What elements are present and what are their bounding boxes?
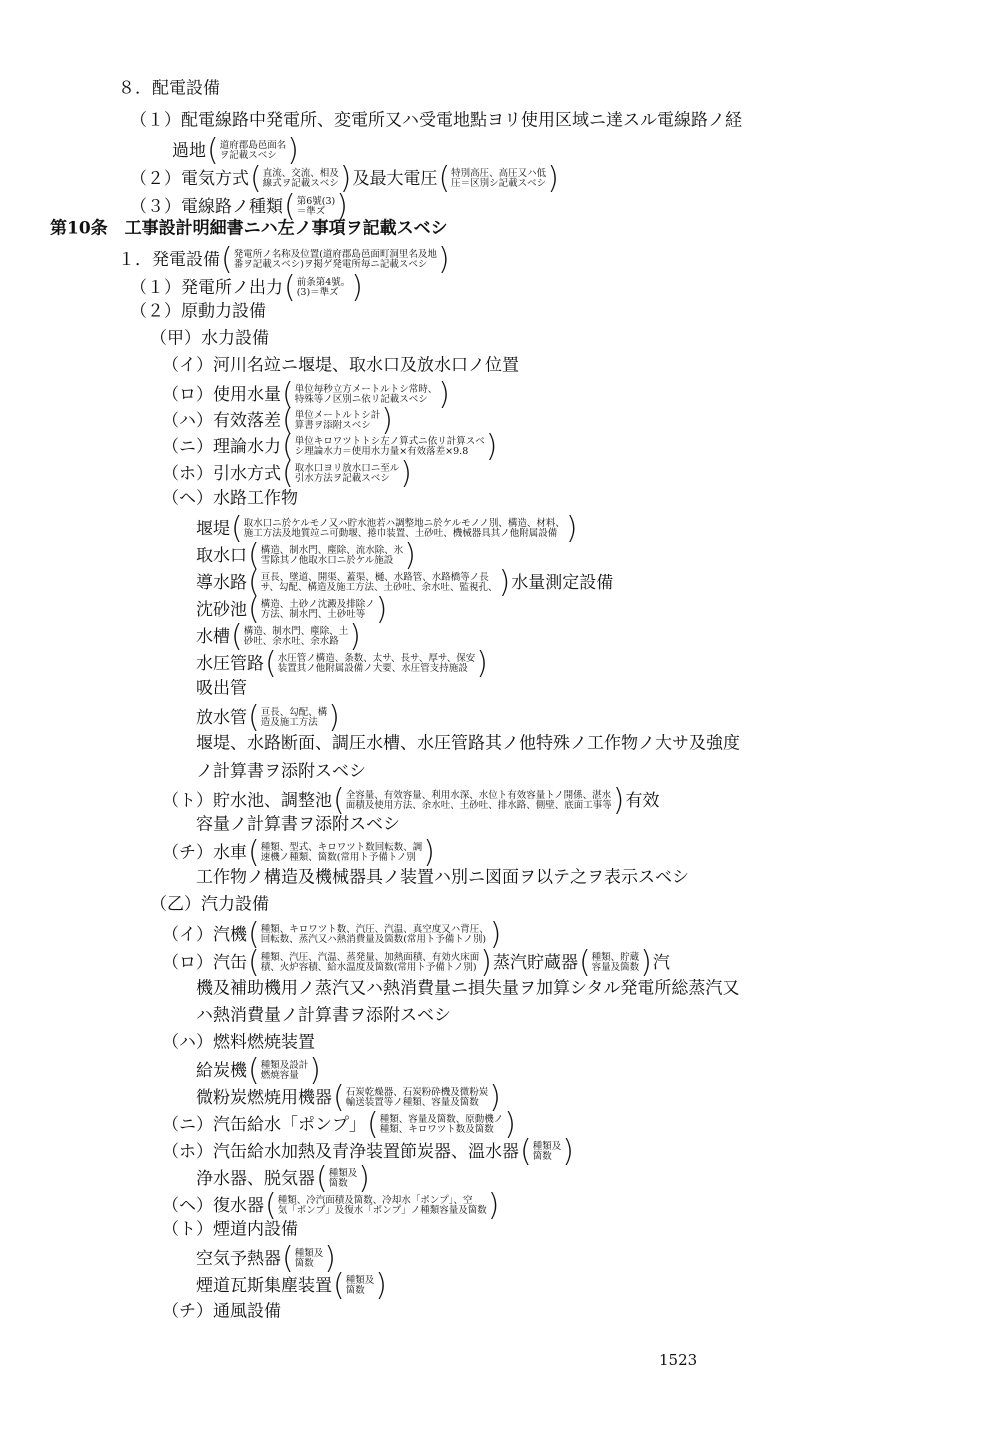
left-paren: ( — [284, 189, 296, 224]
text-line — [196, 1268, 388, 1303]
left-paren: ( — [316, 1161, 328, 1196]
annotation-line: 亘長、勾配、構 — [260, 706, 328, 718]
text-line — [196, 619, 362, 654]
annotation-line: 種類、キロワツト数及箇数 — [379, 1124, 494, 1135]
right-paren: ) — [400, 456, 412, 491]
line-text: 有效 — [625, 791, 660, 811]
annotation-line: 種類、キロワツト数、汽圧、汽温、真空度又ハ背圧、 — [260, 923, 489, 935]
left-paren: ( — [248, 1053, 260, 1088]
annotation-line: 構造、制水門、塵除、流水除、氷 — [260, 544, 404, 556]
annotation-line: サ、勾配、構造及施工方法、土砂吐、余水吐、監視孔、 — [260, 582, 498, 593]
right-paren: ) — [339, 161, 352, 196]
annotation-line: 番ヲ記載スベシ)ヲ掲ゲ発電所毎ニ記載スベシ — [233, 259, 428, 270]
annotation — [282, 456, 412, 491]
annotation-line: 発電所ノ名称及位置(道府郡島邑面町洞里名及地 — [233, 248, 437, 260]
annotation-line: 方法、制水門、土砂吐等 — [260, 609, 366, 620]
line-text: （ホ）引水方式 — [162, 464, 281, 484]
line-text: （イ）汽機 — [162, 925, 247, 945]
text-line — [130, 299, 266, 324]
right-paren: ) — [328, 700, 340, 735]
annotation-line: 種類、型式、キロワツト数回転数、調 — [260, 841, 423, 853]
text-line — [162, 486, 298, 511]
annotation-line: 箇数 — [345, 1285, 365, 1296]
left-paren: ( — [248, 700, 260, 735]
left-paren: ( — [231, 619, 243, 654]
annotation-line: 雪除其ノ他取水口ニ於ケル施設 — [260, 555, 394, 566]
left-paren: ( — [367, 1107, 379, 1142]
right-paren: ) — [489, 1080, 501, 1115]
annotation-line: 種類及 — [328, 1167, 358, 1179]
right-paren: ) — [612, 783, 625, 818]
right-paren: ) — [375, 1268, 387, 1303]
annotation-line: 施工方法及地質竝ニ可動堰、捲巾装置、土砂吐、機械器具其ノ他附属設備 — [243, 528, 558, 539]
annotation — [231, 619, 361, 654]
left-paren: ( — [284, 270, 296, 305]
annotation — [221, 242, 450, 277]
text-line — [196, 646, 489, 681]
annotation-line: 箇数 — [532, 1151, 552, 1162]
line-text: （ハ）燃料燃焼装置 — [162, 1032, 315, 1053]
annotation-line: 速機ノ種類、箇数(常用ト予備トノ別 — [260, 852, 416, 863]
line-text: （ロ）使用水量 — [162, 385, 281, 405]
line-text: 過地 — [172, 141, 206, 161]
line-text: （ハ）有效落差 — [162, 411, 281, 431]
annotation-line: シ理論水力＝使用水力量×有效落差×9.8 — [294, 446, 469, 457]
text-line — [162, 917, 502, 952]
line-text: （イ）河川名竝ニ堰堤、取水口及放水口ノ位置 — [162, 355, 519, 376]
left-paren: ( — [265, 1188, 277, 1223]
annotation-line: 燃焼容量 — [260, 1070, 299, 1081]
text-line — [162, 456, 413, 491]
line-text: （３）電線路ノ種類 — [130, 197, 283, 217]
line-text: （ト）貯水池、調整池 — [162, 791, 332, 811]
line-text: 及最大電圧 — [352, 169, 438, 189]
line-text: 堰堤 — [196, 519, 230, 539]
annotation-line: (3)＝準ズ — [296, 287, 339, 298]
text-line — [196, 976, 739, 1001]
annotation — [248, 538, 416, 573]
annotation-line: 圧＝区別シ記載スベシ — [451, 178, 547, 189]
annotation-line: 箇数 — [294, 1258, 314, 1269]
annotation-line: ヲ記載スベシ — [219, 150, 277, 161]
text-line — [162, 353, 519, 378]
text-line — [50, 216, 448, 241]
line-text: 放水管 — [196, 708, 247, 728]
annotation-line: ＝準ズ — [296, 206, 326, 217]
line-text: 煙道瓦斯集塵装置 — [196, 1276, 332, 1296]
right-paren: ) — [349, 619, 361, 654]
right-paren: ) — [358, 1161, 370, 1196]
left-paren: ( — [438, 161, 451, 196]
text-line — [162, 1107, 517, 1142]
text-line — [130, 108, 742, 133]
right-paren: ) — [547, 161, 559, 196]
annotation — [333, 1080, 501, 1115]
text-line — [118, 76, 220, 101]
left-paren: ( — [248, 538, 260, 573]
annotation-line: 面積及使用方法、余水吐、土砂吐、排水路、側壁、底面工事等 — [345, 800, 612, 811]
text-line — [196, 812, 400, 837]
left-paren: ( — [520, 1134, 532, 1169]
line-text: ノ計算書ヲ添附スベシ — [196, 761, 366, 782]
right-paren: ) — [498, 565, 511, 600]
annotation — [316, 1161, 370, 1196]
line-text: （ヘ）水路工作物 — [162, 488, 298, 509]
left-paren: ( — [231, 511, 243, 546]
line-text: 浄水器、脱気器 — [196, 1169, 315, 1189]
text-line — [196, 1080, 502, 1115]
text-line — [196, 1053, 322, 1088]
annotation-line: 装置其ノ他附属設備ノ大要、水圧管支持施設 — [277, 663, 468, 674]
text-line — [196, 759, 366, 784]
text-line — [196, 1161, 371, 1196]
right-paren: ) — [562, 1134, 574, 1169]
annotation — [248, 592, 388, 627]
line-text: 汽 — [652, 953, 670, 973]
line-text: ハ熱消費量ノ計算書ヲ添附スベシ — [196, 1005, 451, 1026]
annotation-line: 全容量、有效容量、利用水深、水位ト有效容量トノ開係、湛水 — [345, 789, 612, 801]
left-paren: ( — [333, 783, 345, 818]
annotation-line: 砂吐、余水吐、余水路 — [243, 636, 339, 647]
right-paren: ) — [489, 917, 502, 952]
line-text: 微粉炭燃焼用機器 — [196, 1088, 332, 1108]
line-text: （ト）煙道内設備 — [162, 1219, 298, 1240]
text-line — [196, 538, 417, 573]
annotation-line: 石炭乾燥器、石炭粉砕機及微粉炭 — [345, 1086, 489, 1098]
annotation-line: 引水方法ヲ記載スベシ — [294, 473, 390, 484]
right-paren: ) — [640, 945, 652, 980]
line-text: （ヘ）復水器 — [162, 1196, 264, 1216]
line-text: 機及補助機用ノ蒸汽又ハ熱消費量ニ損失量ヲ加算シタル発電所総蒸汽又 — [196, 978, 740, 999]
annotation-line: 亘長、墜道、開渠、蓋渠、樋、水路管、水路橋等ノ長 — [260, 571, 489, 583]
annotation-line: 箇数 — [328, 1178, 348, 1189]
right-paren: ) — [487, 1188, 500, 1223]
text-line — [162, 429, 498, 464]
text-line — [172, 133, 300, 168]
right-paren: ) — [504, 1107, 516, 1142]
annotation-line: 造及施工方法 — [260, 717, 318, 728]
annotation-line: 単位キロワツトトシ左ノ算式ニ依リ計算スベ — [294, 435, 485, 447]
line-text: （２）原動力設備 — [130, 301, 266, 322]
right-paren: ) — [287, 133, 299, 168]
line-text: （チ）水車 — [162, 843, 247, 863]
left-paren: ( — [248, 592, 260, 627]
line-text: 水量測定設備 — [511, 573, 614, 593]
left-paren: ( — [282, 1241, 294, 1276]
text-line — [162, 835, 436, 870]
annotation-line: 取水口ヨリ放水口ニ至ル — [294, 462, 400, 474]
line-text: 工作物ノ構造及機械器具ノ装置ハ別ニ図面ヲ以テ之ヲ表示スベシ — [196, 867, 689, 888]
left-paren: ( — [265, 646, 277, 681]
line-text: 導水路 — [196, 573, 247, 593]
text-line — [196, 1241, 337, 1276]
left-paren: ( — [248, 565, 260, 600]
right-paren: ) — [351, 270, 363, 305]
line-text: １．発電設備 — [118, 250, 220, 270]
line-text: （甲）水力設備 — [150, 328, 269, 349]
text-line — [150, 326, 269, 351]
line-text: 吸出管 — [196, 678, 247, 699]
annotation-line: 種類、容量及箇数、原動機ノ — [379, 1113, 504, 1125]
left-paren: ( — [250, 161, 262, 196]
right-paren: ) — [404, 538, 416, 573]
text-line — [196, 700, 341, 735]
text-line — [196, 676, 247, 701]
annotation — [578, 945, 652, 980]
line-text: （ホ）汽缶給水加熱及青浄装置節炭器、溫水器 — [162, 1142, 519, 1162]
left-paren: ( — [248, 917, 260, 952]
annotation-line: 直流、交流、相及 — [262, 167, 339, 179]
annotation-line: 種類、冷汽面積及箇数、冷却水「ポンプ」、空 — [277, 1194, 473, 1206]
annotation — [248, 917, 502, 952]
annotation-line: 気「ポンプ」及復水「ポンプ」ノ種類容量及箇数 — [277, 1205, 487, 1216]
right-paren: ) — [381, 403, 393, 438]
line-text: 水圧管路 — [196, 654, 264, 674]
left-paren: ( — [282, 429, 294, 464]
annotation-line: 構造、制水門、塵除、土 — [243, 625, 349, 637]
annotation — [248, 835, 435, 870]
right-paren: ) — [336, 189, 348, 224]
annotation — [367, 1107, 516, 1142]
line-text: 堰堤、水路断面、調圧水槽、水圧管路其ノ他特殊ノ工作物ノ大サ及強度 — [196, 733, 740, 754]
line-text: （２）電気方式 — [130, 169, 249, 189]
annotation-line: 取水口ニ於ケルモノ又ハ貯水池若ハ調整地ニ於ケルモノノ別、構造、材料、 — [243, 517, 565, 529]
line-text: （ニ）理論水力 — [162, 437, 281, 457]
annotation-line: 単位毎秒立方メートルトシ常時、 — [294, 383, 438, 395]
annotation — [333, 1268, 387, 1303]
annotation-line: 積、火炉容積、給水温度及箇数(常用ト予備トノ別) — [260, 962, 477, 973]
left-paren: ( — [248, 945, 260, 980]
annotation — [438, 161, 559, 196]
annotation — [282, 429, 498, 464]
text-line — [162, 1217, 298, 1242]
annotation — [265, 1188, 500, 1223]
annotation — [520, 1134, 574, 1169]
line-text: 沈砂池 — [196, 600, 247, 620]
annotation — [248, 700, 340, 735]
line-text: ８．配電設備 — [118, 78, 220, 99]
page-number: 1523 — [659, 1351, 698, 1369]
annotation-line: 第6號(3) — [296, 195, 336, 207]
text-line — [150, 892, 269, 917]
annotation — [248, 1053, 321, 1088]
line-text: （ニ）汽缶給水「ポンプ」 — [162, 1115, 366, 1135]
line-text: （１）発電所ノ出力 — [130, 278, 283, 298]
annotation-line: 構造、土砂ノ沈澱及排除ノ — [260, 598, 375, 610]
annotation-line: 種類及 — [294, 1247, 324, 1259]
line-text: （ロ）汽缶 — [162, 953, 247, 973]
text-line — [162, 945, 670, 980]
right-paren: ) — [565, 511, 578, 546]
annotation-line: 特殊等ノ区別ニ依リ記載スベシ — [294, 394, 428, 405]
annotation-line: 特別高圧、高圧又ハ低 — [451, 167, 547, 179]
right-paren: ) — [480, 945, 492, 980]
annotation-line: 種類、貯蔵 — [591, 951, 640, 963]
right-paren: ) — [423, 835, 435, 870]
line-text: 空気予熱器 — [196, 1249, 281, 1269]
annotation-line: 種類及 — [532, 1140, 562, 1152]
left-paren: ( — [282, 377, 294, 412]
left-paren: ( — [221, 242, 233, 277]
line-text: 給炭機 — [196, 1061, 247, 1081]
annotation — [282, 1241, 336, 1276]
left-paren: ( — [578, 945, 591, 980]
line-text: 水槽 — [196, 627, 230, 647]
right-paren: ) — [324, 1241, 336, 1276]
annotation-line: 道府郡島邑面名 — [219, 139, 287, 151]
annotation-line: 回転数、蒸汽又ハ熱消費量及箇数(常用ト予備トノ別) — [260, 934, 487, 945]
annotation — [265, 646, 488, 681]
annotation-line: 種類及 — [345, 1274, 375, 1286]
right-paren: ) — [375, 592, 388, 627]
line-text: 容量ノ計算書ヲ添附スベシ — [196, 814, 400, 835]
annotation-line: 種類及設計 — [260, 1059, 309, 1071]
text-line — [162, 1299, 281, 1324]
annotation-line: 水圧管ノ構造、条数、太サ、長サ、厚サ、保安 — [277, 652, 476, 664]
text-line — [196, 1003, 451, 1028]
annotation-line: 種類、汽圧、汽温、蒸発量、加熱面積、有効火床面 — [260, 951, 480, 963]
right-paren: ) — [309, 1053, 321, 1088]
annotation-line: 輸送装置等ノ種類、容量及箇数 — [345, 1097, 479, 1108]
line-text: 第10条 工事設計明細書ニハ左ノ事項ヲ記載スベシ — [50, 218, 448, 239]
line-text: 蒸汽貯蔵器 — [492, 953, 578, 973]
right-paren: ) — [485, 429, 498, 464]
line-text: （乙）汽力設備 — [150, 894, 269, 915]
left-paren: ( — [282, 456, 294, 491]
annotation-line: 単位メートルトシ計 — [294, 409, 381, 421]
line-text: （１）配電線路中発電所、変電所又ハ受電地點ヨリ使用区域ニ達スル電線路ノ経 — [130, 110, 742, 131]
annotation — [284, 270, 363, 305]
annotation-line: 算書ヲ添附スベシ — [294, 420, 371, 431]
annotation — [248, 945, 492, 980]
text-line — [196, 865, 689, 890]
left-paren: ( — [333, 1268, 345, 1303]
left-paren: ( — [282, 403, 294, 438]
left-paren: ( — [333, 1080, 345, 1115]
annotation-line: 線式ヲ記載スベシ — [262, 178, 339, 189]
annotation-line: 容量及箇数 — [591, 962, 640, 973]
left-paren: ( — [248, 835, 260, 870]
line-text: 取水口 — [196, 546, 247, 566]
right-paren: ) — [476, 646, 488, 681]
annotation-line: 前条第4號。 — [296, 276, 351, 288]
text-line — [196, 731, 740, 756]
right-paren: ) — [437, 242, 450, 277]
line-text: （チ）通風設備 — [162, 1301, 281, 1322]
left-paren: ( — [207, 133, 219, 168]
text-line — [162, 1030, 315, 1055]
right-paren: ) — [438, 377, 450, 412]
